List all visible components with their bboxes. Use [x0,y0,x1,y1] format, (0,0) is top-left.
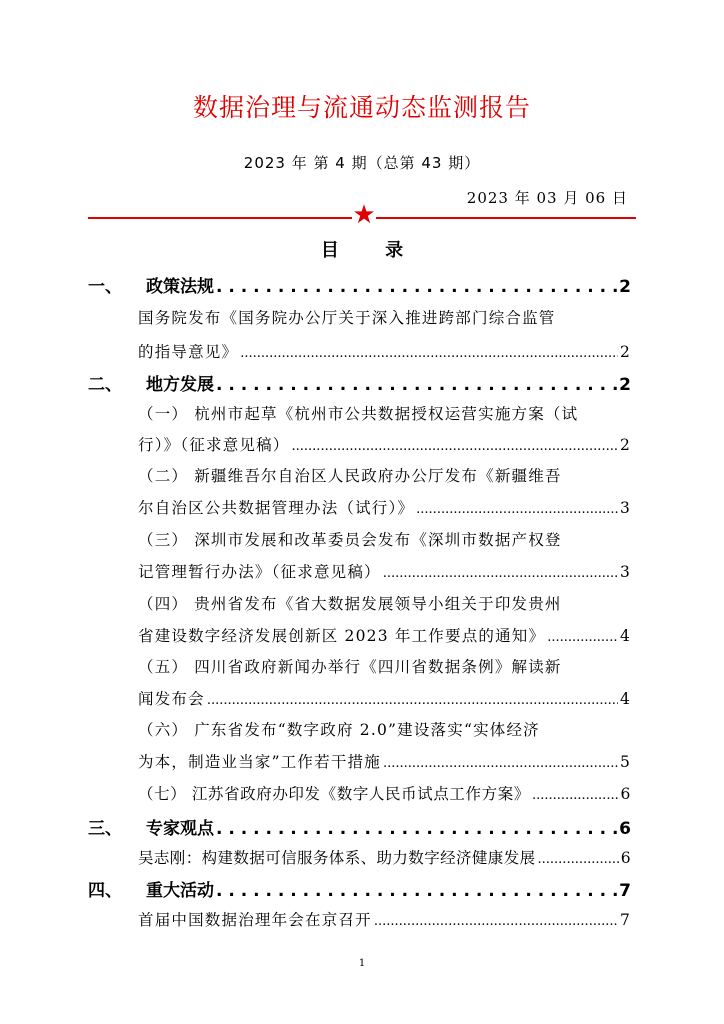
toc-entry[interactable]: 吴志刚：构建数据可信服务体系、助力数字经济健康发展 ..... 6 [138,846,631,868]
toc-entry[interactable]: （七） 江苏省政府办印发《数字人民币试点工作方案》 ..... 6 [138,782,631,804]
toc-entry[interactable]: 为本，制造业当家”工作若干措施 ..... 5 [138,750,631,772]
toc-entry[interactable]: 尔自治区公共数据管理办法（试行）》 ..... 3 [138,496,631,518]
toc-section[interactable]: 二、 地方发展 . . . 2 [88,370,631,395]
toc-entry[interactable]: 行）》（征求意见稿） ..... 2 [138,433,631,455]
toc-entry-line[interactable]: （五） 四川省政府新闻办举行《四川省数据条例》解读新 [138,658,562,676]
report-title: 数据治理与流通动态监测报告 [192,93,531,122]
report-date: 2023 年 03 月 06 日 [466,189,628,207]
star-icon: ★ [352,200,376,230]
toc-entry-line[interactable]: （六） 广东省发布“数字政府 2.0”建设落实“实体经济 [138,721,540,739]
page-number: 1 [358,958,366,969]
toc-entry[interactable]: 记管理暂行办法》（征求意见稿） ..... 3 [138,560,631,582]
toc-entry-line[interactable]: （一） 杭州市起草《杭州市公共数据授权运营实施方案（试 [138,405,579,423]
toc-title: 目 录 [320,240,424,261]
toc-section[interactable]: 一、 政策法规 . . . 2 [88,272,631,297]
toc-entry-line[interactable]: （三） 深圳市发展和改革委员会发布《深圳市数据产权登 [138,531,562,549]
toc-entry[interactable]: 首届中国数据治理年会在京召开 ..... 7 [138,908,631,930]
toc-entry-line[interactable]: （四） 贵州省发布《省大数据发展领导小组关于印发贵州 [138,595,562,613]
toc-section[interactable]: 三、 专家观点 . . . 6 [88,814,631,839]
issue-number: 2023 年 第 4 期（总第 43 期） [243,154,481,172]
toc-entry-line[interactable]: （二） 新疆维吾尔自治区人民政府办公厅发布《新疆维吾 [138,467,562,485]
toc-entry[interactable]: 闻发布会 ..... 4 [138,687,631,709]
toc-entry[interactable]: 省建设数字经济发展创新区 2023 年工作要点的通知》 ..... 4 [138,624,631,646]
toc-entry[interactable]: 的指导意见》 ..... 2 [138,340,631,362]
toc-entry-line[interactable]: 国务院发布《国务院办公厅关于深入推进跨部门综合监管 [138,309,556,327]
toc-section[interactable]: 四、 重大活动 . . . 7 [88,876,631,901]
